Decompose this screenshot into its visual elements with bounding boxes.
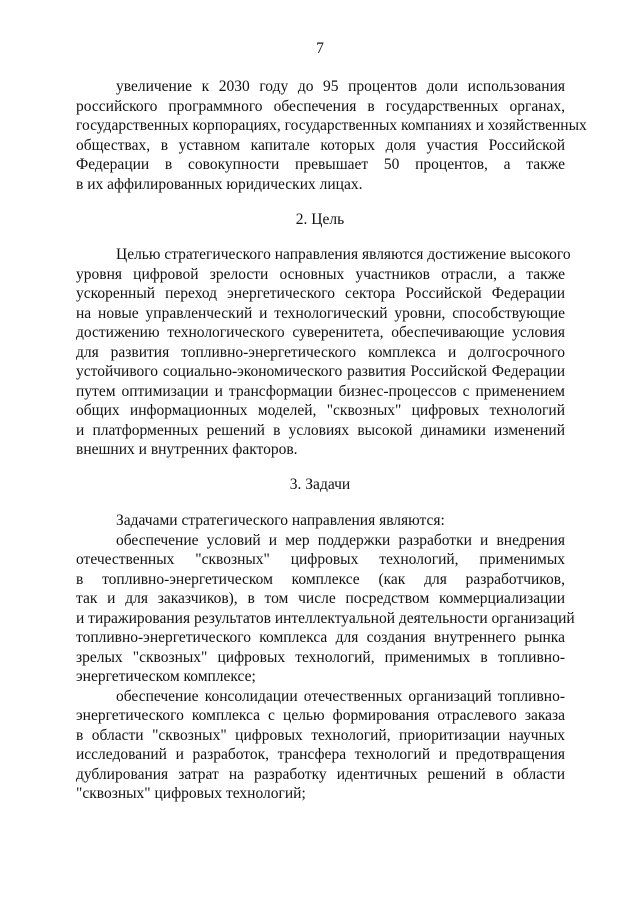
text-line: на новые управленческий и технологический уровни, способствующие [76,304,565,322]
text-line: внешних и внутренних факторов. [76,441,298,458]
text-line: в топливно-энергетическом комплексе (как для разработчиков, [76,570,565,588]
text-line: отечественных "сквозных" цифровых технологий, применимых [76,551,565,568]
text-line: энергетического комплекса с целью формирования отраслевого заказа [76,707,565,724]
text-line: в их аффилированных юридических лицах. [76,175,363,193]
text-line: ускоренный переход энергетического сектора Российской Федерации [76,285,565,302]
text-line: уровня цифровой зрелости основных участников отрасли, а также [76,265,565,283]
text-line: достижению технологического суверенитета, обеспечивающие условия [76,324,565,341]
page-number: 7 [316,40,324,57]
text-line: государственных корпорациях, государственных компаниях и хозяйственных [76,117,587,134]
text-line: путем оптимизации и трансформации бизнес-процессов с применением [76,382,565,400]
section-heading-goal: 2. Цель [295,211,345,228]
text-line: для развития топливно-энергетического комплекса и долгосрочного [76,343,565,361]
text-line: устойчивого социально-экономического развития Российской Федерации [76,363,565,380]
text-line: в области "сквозных" цифровых технологий, приоритизации научных [76,726,565,744]
paragraph-goal [76,245,571,460]
text-line: так и для заказчиков), в том числе посредством коммерциализации [76,590,565,607]
text-line: энергетическом комплексе; [76,668,256,685]
paragraph-continuation [76,77,587,194]
text-line: Федерации в совокупности превышает 50 процентов, а также [76,156,565,173]
text-line: "сквозных" цифровых технологий; [76,785,306,802]
text-line: обеспечение консолидации отечественных организаций топливно- [116,687,565,705]
text-line: российского программного обеспечения в государственных органах, [76,97,565,115]
text-line: исследований и разработок, трансфера технологий и предотвращения [76,746,565,763]
text-line: увеличение к 2030 году до 95 процентов доли использования [116,78,565,95]
section-heading-tasks: 3. Задачи [289,476,351,493]
paragraph-tasks [76,511,575,804]
text-line: обеспечение условий и мер поддержки разработки и внедрения [116,531,565,549]
text-line: дублирования затрат на разработку идентичных решений в области [76,765,565,783]
text-line: Целью стратегического направления являются достижение высокого [116,246,571,263]
text-line: Задачами стратегического направления являются: [116,512,445,529]
text-line: и платформенных решений в условиях высокой динамики изменений [76,421,565,439]
text-line: обществах, в уставном капитале которых доля участия Российской [76,136,565,154]
text-line: и тиражирования результатов интеллектуальной деятельности организаций [76,609,575,627]
text-line: топливно-энергетического комплекса для создания внутреннего рынка [76,629,565,646]
text-line: общих информационных моделей, "сквозных" цифровых технологий [76,402,565,419]
text-line: зрелых "сквозных" цифровых технологий, применимых в топливно- [76,648,565,666]
